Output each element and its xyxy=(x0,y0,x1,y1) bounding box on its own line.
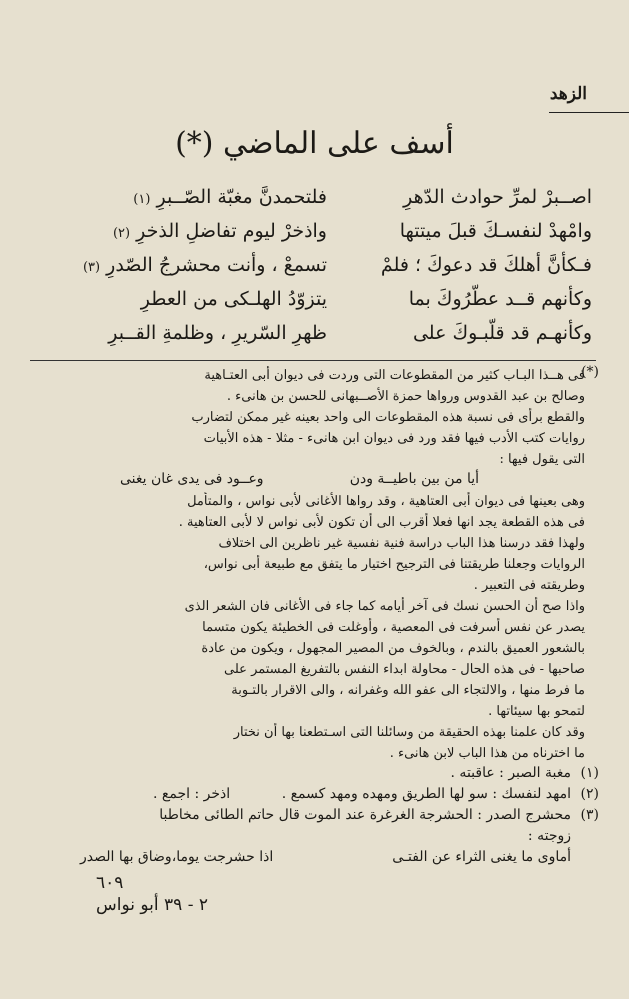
footnote-line: لتمحو بها سيئاتها . xyxy=(488,704,585,719)
verse-text: فلتحمدنَّ مغبّة الصّــبرِ xyxy=(156,186,327,208)
footnote-marker: (*) xyxy=(581,364,599,380)
gloss-continuation: زوجته : xyxy=(527,828,571,844)
footnote-line: بالشعور العميق بالندم ، وبالخوف من المصير المجهول ، ويكون من عادة xyxy=(201,641,585,656)
verse-line xyxy=(62,186,592,220)
footnote-line: روايات كتب الأدب فيها فقد ورد فى ديوان ابن هانىء - مثلا - هذه الأبيات xyxy=(203,431,585,446)
gloss-number: (٣) xyxy=(580,807,599,823)
note-reference: (٣) xyxy=(82,260,101,275)
first-hemistich: وامْهدْ لنفسـكَ قبلَ ميتتها xyxy=(399,220,592,242)
footnote-line: وصالح بن عبد القدوس ورواها حمزة الأصــبهانى للحسن بن هانىء . xyxy=(226,389,585,404)
gloss-text: محشرج الصدر : الحشرجة الغرغرة عند الموت قال حاتم الطائى مخاطبا xyxy=(159,807,571,823)
second-hemistich: يتزوّدُ الهلـكى من العطرِ xyxy=(140,288,327,310)
footnote-line: واذا صح أن الحسن نسك فى آخر أيامه كما جاء فى الأغانى فان الشعر الذى xyxy=(184,599,585,614)
poem-title: أسف على الماضي (*) xyxy=(175,126,454,161)
gloss-text: مغبة الصبر : عاقبته . xyxy=(450,765,571,781)
second-hemistich xyxy=(62,220,327,242)
gloss-number: (١) xyxy=(580,765,599,781)
footnote-divider xyxy=(30,360,596,361)
footnote-line: والقطع برأى فى نسبة هذه المقطوعات الى واحد بعينه غير ممكن لتضارب xyxy=(191,410,585,425)
verse-line xyxy=(62,220,592,254)
footnote-line: الروايات وجعلنا طريقتنا فى الترجيح اختيار ما يتفق مع طبيعة أبى نواس، xyxy=(203,557,585,572)
footnote-line: وهى بعينها فى ديوان أبى العتاهية ، وقد رواها الأغانى لأبى نواس ، والمتأمل xyxy=(187,494,585,509)
printer-signature: ٢ - ٣٩ أبو نواس xyxy=(96,895,209,915)
note-reference: (٢) xyxy=(112,226,131,241)
footnote-line: ما فرط منها ، والالتجاء الى عفو الله وغفرانه ، والى الاقرار بالتـوبة xyxy=(231,683,585,698)
gloss-note xyxy=(33,765,599,787)
section-heading: الزهد xyxy=(549,84,587,104)
first-hemistich: اصــبرْ لمرِّ حوادث الدّهرِ xyxy=(403,186,592,208)
footnote-line: صاحبها - فى هذه الحال - محاولة ابداء النفس بالتفريغ المستمر على xyxy=(224,662,585,677)
footnote-line: ما اخترناه من هذا الباب لابن هانىء . xyxy=(389,746,585,761)
gloss-text: امهد لنفسك : سو لها الطريق ومهده ومهد كسمع . xyxy=(281,786,571,802)
cited-first-hemistich: أيا من بين باطيــة ودن xyxy=(349,471,479,487)
second-hemistich: ظهرِ السّريرِ ، وظلمةِ القــبرِ xyxy=(108,322,327,344)
footnote-line: فى هــذا البـاب كثير من المقطوعات التى وردت فى ديوان أبى العتـاهية xyxy=(204,368,585,383)
gloss-number: (٢) xyxy=(580,786,599,802)
gloss-note xyxy=(33,786,599,808)
footnote-line: التى يقول فيها : xyxy=(499,452,585,467)
verse-text: واذخرْ ليوم تفاضلِ الذخرِ xyxy=(136,220,327,242)
page-number: ٦٠٩ xyxy=(96,873,124,893)
gloss-verse-first: أماوى ما يغنى الثراء عن الفتـى xyxy=(392,849,571,865)
verse-line xyxy=(62,288,592,322)
footnote-line: فى هذه القطعة يجد انها فعلا أقرب الى أن تكون لأبى نواس لا لأبى العتاهية . xyxy=(178,515,585,530)
footnote-line: يصدر عن نفس أسرفت فى المعصية ، وأوغلت فى الخطيئة يكون متسما xyxy=(202,620,585,635)
cited-verse xyxy=(120,471,479,491)
second-hemistich xyxy=(62,254,327,276)
footnote-line: وقد كان علمنا بهذه الحقيقة من وسائلنا التى اسـتطعنا بها أن نختار xyxy=(233,725,585,740)
second-hemistich xyxy=(62,186,327,208)
heading-rule xyxy=(549,112,629,113)
footnote-line: ولهذا فقد درسنا هذا الباب دراسة فنية نفسية غير ناظرين الى اختلاف xyxy=(218,536,585,551)
first-hemistich: فـكأنَّ أهلكَ قد دعوكَ ؛ فلمْ xyxy=(380,254,592,276)
verse-text: تسمعْ ، وأنت محشرجُ الصّدرِ xyxy=(106,254,327,276)
cited-second-hemistich: وعــود فى يدى غان يغنى xyxy=(120,471,264,487)
gloss-verse-second: اذا حشرجت يوما،وضاق بها الصدر xyxy=(80,849,274,865)
verse-line xyxy=(62,322,592,356)
gloss-text-secondary: اذخر : اجمع . xyxy=(153,786,231,802)
gloss-verse xyxy=(80,849,571,871)
gloss-note xyxy=(33,807,599,829)
first-hemistich: وكأنهـم قد قلّبـوكَ على xyxy=(412,322,592,344)
footnote-line: وطريقته فى التعبير . xyxy=(473,578,585,593)
first-hemistich: وكأنهم قــد عطّرُوكَ بما xyxy=(408,288,592,310)
verse-line xyxy=(62,254,592,288)
note-reference: (١) xyxy=(133,192,151,207)
